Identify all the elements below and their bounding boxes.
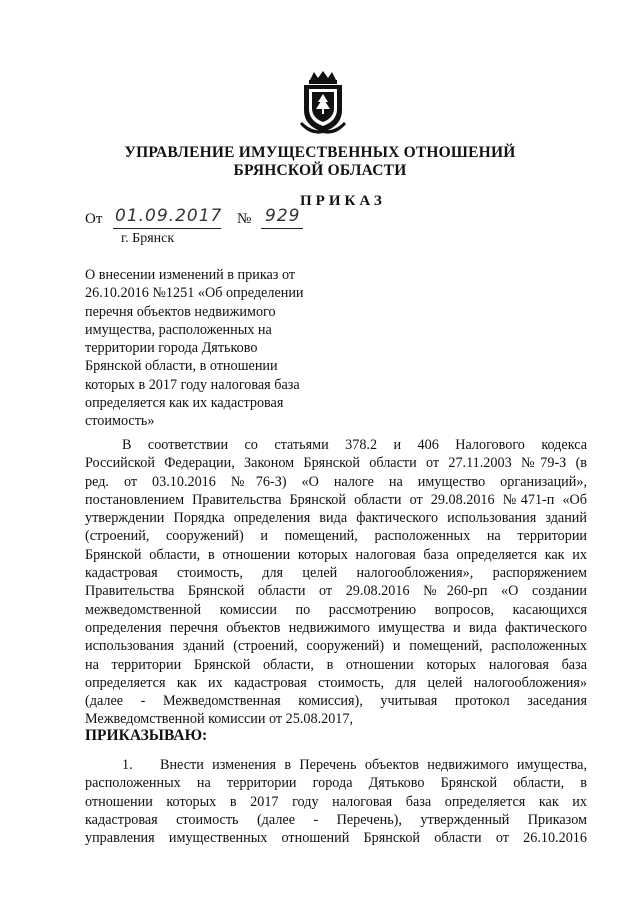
subject-line: Брянской области, в отношении	[85, 358, 278, 375]
item-line: кадастровая стоимость (далее - Перечень), утвержденный Приказом	[85, 811, 587, 828]
body-line: Брянской области, в отношении которых налоговая база определяется как их	[85, 546, 587, 563]
command-heading: ПРИКАЗЫВАЮ:	[85, 727, 208, 744]
subject-line: определяется как их кадастровая	[85, 395, 284, 412]
subject-line: перечня объектов недвижимого	[85, 303, 276, 320]
item-line: управления имущественных отношений Брянской области от 26.10.2016	[85, 830, 587, 847]
preamble-text	[85, 436, 587, 729]
body-line: межведомственной комиссии по рассмотрению вопросов, касающихся	[85, 601, 587, 618]
order-subject	[85, 266, 325, 431]
coat-of-arms-icon	[298, 70, 348, 136]
subject-line: стоимость»	[85, 413, 155, 430]
document-type-title: ПРИКАЗ	[300, 193, 386, 209]
body-line: определяется как их кадастровая стоимость, для целей налогообложения»	[85, 674, 587, 691]
subject-line: О внесении изменений в приказ от	[85, 267, 296, 283]
subject-line: 26.10.2016 №1251 «Об определении	[85, 285, 304, 302]
date-underline	[113, 228, 221, 229]
body-line: постановлением Правительства Брянской области от 29.08.2016 №471-п «Об	[85, 491, 587, 508]
subject-line: которых в 2017 году налоговая база	[85, 376, 300, 393]
body-line: кадастровая стоимость, для целей налогообложения», распоряжением	[85, 565, 587, 582]
body-line: (строений, сооружений) и помещений, расположенных на территории	[85, 528, 587, 545]
body-line: Российской Федерации, Законом Брянской области от 27.11.2003 №79-З (в	[85, 455, 587, 472]
number-underline	[261, 228, 303, 229]
item-number: 1.	[122, 757, 133, 773]
subject-line: имущества, расположенных на	[85, 321, 272, 338]
body-line: Межведомственной комиссии от 25.08.2017,	[85, 711, 354, 728]
body-line: ред. от 03.10.2016 №76-З) «О налоге на имущество организаций»,	[85, 473, 587, 490]
order-item-1	[85, 756, 587, 847]
number-label: №	[237, 211, 252, 227]
body-line: использования зданий (строений, сооружений) и помещений, расположенных	[85, 638, 587, 655]
city-label: г. Брянск	[121, 231, 175, 246]
item-line: Внести изменения в Перечень объектов недвижимого имущества,	[160, 757, 587, 773]
organization-name-line1: УПРАВЛЕНИЕ ИМУЩЕСТВЕННЫХ ОТНОШЕНИЙ	[124, 144, 516, 161]
item-line: отношении которых в 2017 году налоговая база определяется как их	[85, 793, 587, 810]
subject-line: территории города Дятьково	[85, 340, 258, 357]
body-line: В соответствии со статьями 378.2 и 406 Налогового кодекса	[122, 437, 587, 453]
body-line: Правительства Брянской области от 29.08.2016 №260-рп «О создании	[85, 583, 587, 600]
body-line: утверждении Порядка определения вида фактического использования зданий	[85, 510, 587, 527]
body-line: определения перечня объектов недвижимого имущества и вида фактического	[85, 619, 587, 636]
order-date: 01.09.2017	[115, 206, 223, 226]
body-line: на территории Брянской области, в отношении которых налоговая база	[85, 656, 587, 673]
organization-name-line2: БРЯНСКОЙ ОБЛАСТИ	[233, 162, 407, 179]
from-label: От	[85, 211, 103, 227]
order-number: 929	[265, 206, 301, 226]
item-line: расположенных на территории города Дятьково Брянской области, в	[85, 775, 587, 792]
body-line: (далее - Межведомственная комиссия), учитывая протокол заседания	[85, 693, 587, 710]
